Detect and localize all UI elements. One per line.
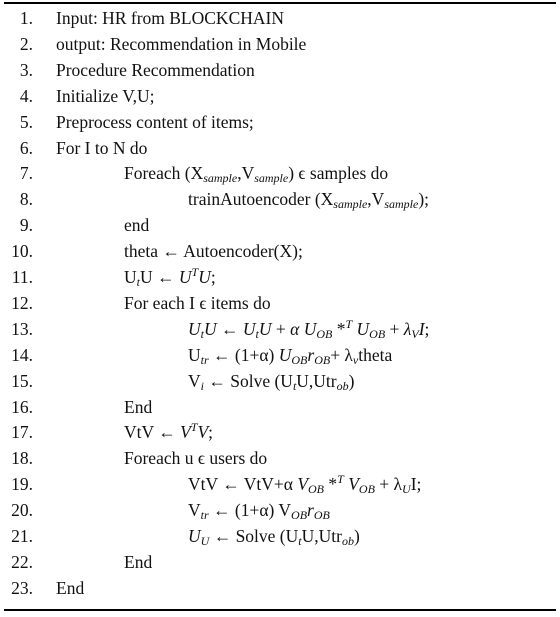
line-content: trainAutoencoder $(X_{sample},V_{sample})$; [188,189,430,212]
algorithm-line [0,83,560,109]
algorithm-line [0,264,560,290]
line-content: Foreach u ϵ users do [124,448,268,469]
line-content: $U_{tr}$ ← (1+α) $U_{OB}r_{OB}+$ $\lambda_vtheta$ [188,344,393,367]
line-content: End [124,551,153,572]
line-number: 19. [11,474,33,495]
line-number: 21. [11,526,33,546]
line-number: 7. [19,163,33,184]
bottom-rule [4,609,556,611]
line-number: 2. [19,33,33,54]
algorithm-line [0,394,560,420]
line-number: 22. [11,551,33,572]
algorithm-line [0,5,560,31]
algorithm-line [0,57,560,83]
line-content: Procedure Recommendation [56,59,255,80]
algorithm-line [0,342,560,368]
top-rule [4,2,556,4]
algorithm-line [0,160,560,186]
algorithm-line [0,31,560,57]
line-number: 1. [19,8,33,28]
algorithm-line [0,316,560,342]
line-number: 13. [11,318,33,339]
line-content: Initialize V,U; [56,85,155,106]
line-number: 16. [11,396,33,417]
algorithm-line [0,497,560,523]
line-content: $U_U$ ← Solve $(U_tU,Utr_{ob})$ [188,526,360,548]
line-number: 6. [19,137,33,158]
line-number: 5. [19,111,33,132]
line-content: For each I ϵ items do [124,292,271,313]
line-content: output: Recommendation in Mobile [56,33,307,54]
algorithm-line [0,368,560,394]
line-number: 9. [19,215,33,236]
algorithm-line [0,109,560,135]
line-content: For I to N do [56,137,148,158]
algorithm-line [0,290,560,316]
line-content: VtV ← $V^TV$; [124,420,214,443]
line-content: $U_tU$ ← $U_tU + \alpha$ $U_{OB}$ *$^T$ $U_{OB} + \lambda_VI$; [188,316,430,341]
algorithm-line [0,445,560,471]
line-content: Foreach $(X_{sample},V_{sample})$ ϵ samples do [124,163,389,186]
line-content: End [124,396,153,417]
line-content: $U_tU$ ← $U^TU$; [124,265,216,289]
line-content: VtV ← VtV+α $V_{OB}$ *$^T$ $V_{OB} + \lambda_UI$; [188,472,422,497]
algorithm-line [0,549,560,575]
algorithm-line [0,523,560,549]
line-content: $V_i$ ← Solve $(U_tU,Utr_{ob})$ [188,370,355,393]
algorithm-line [0,419,560,445]
line-number: 12. [11,292,33,313]
line-number: 14. [11,344,33,365]
line-content: end [124,215,150,236]
line-number: 15. [11,370,33,391]
algorithm-line [0,212,560,238]
line-number: 10. [11,241,33,262]
line-number: 17. [11,422,33,443]
line-number: 23. [11,577,33,598]
algorithm-line [0,471,560,497]
line-number: 3. [19,59,33,80]
line-number: 4. [19,85,33,106]
line-number: 18. [11,448,33,469]
line-content: $V_{tr}$ ← (1+α) $V_{OB}r_{OB}$ [188,500,330,523]
algorithm-line [0,238,560,264]
line-content: Input: HR from BLOCKCHAIN [56,8,284,28]
line-number: 8. [19,189,33,210]
line-number: 20. [11,500,33,521]
algorithm-line [0,135,560,161]
algorithm-line [0,186,560,212]
line-content: theta ← Autoencoder(X); [124,241,303,262]
line-content: Preprocess content of items; [56,111,254,132]
line-number: 11. [11,267,33,287]
line-content: End [56,577,85,598]
algorithm-line [0,575,560,601]
